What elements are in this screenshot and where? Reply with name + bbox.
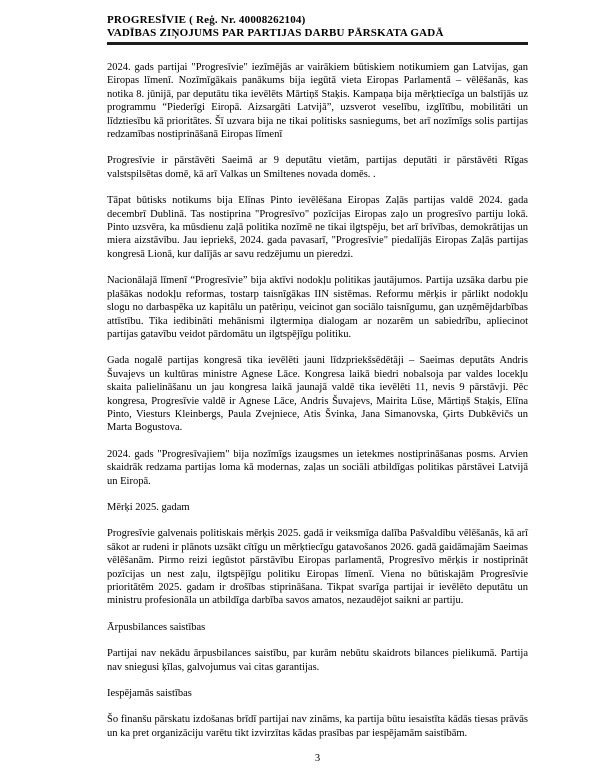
report-title: PROGRESĪVIE ( Reģ. Nr. 40008262104) [107,14,306,26]
report-paragraph: 2024. gads "Progresīvajiem" bija nozīmīgs izaugsmes un ietekmes nostiprināšanas posms. Arvien skaidrāk redzama partijas loma kā modernas, zaļas un sociāli atbildīgas politikas pārstāvei Latvijā un Eiropā. [107,448,528,487]
report-paragraph: Gada nogalē partijas kongresā tika ievēlēti jauni līdzpriekšsēdētāji – Saeimas deputāts Andris Šuvajevs un kultūras ministre Agnese Lāce. Kongresa laikā biedri nobalsoja par valdes locekļu skaita palielināšanu un jau kongresa laikā jaunajā valdē tika ievēlēti 11, nevis 9 pārstāvji. Pēc kongresa, Progresīvie valdē ir Agnese Lāce, Andris Šuvajevs, Mairita Lūse, Mārtiņš Staķis, Elīna Pinto, Viesturs Kleinbergs, Paula Zvejniece, Atis Švinka, Jana Simanovska, Ģirts Dubkēvičs un Marta Bogustova. [107,355,528,434]
section-heading-goals-2025: Mērķi 2025. gadam [107,501,190,513]
report-paragraph: Šo finanšu pārskatu izdošanas brīdī partijai nav zināms, ka partija būtu iesaistīta kādās tiesas prāvās un ka pret organizāciju varētu tikt izvirzītas kādas prasības par iespējamām saistībām. [107,714,528,739]
report-paragraph: Tāpat būtisks notikums bija Elīnas Pinto ievēlēšana Eiropas Zaļās partijas valdē 2024. gada decembrī Dublinā. Tas nostiprina "Progresīvo" pozīcijas Eiropas zaļo un progresīvo partiju lokā. Pinto uzsvēra, ka mūsdienu zaļā politika nozīmē ne tikai ilgtspēju, bet arī brīvības, demokrātijas un miera aizstāvību. Jau iepriekš, 2024. gada pavasarī, "Progresīvie" piedalījās Eiropas Zaļās partijas kongresā Lionā, kur dalījās ar savu redzējumu un pieredzi. [107,195,528,260]
section-heading-off-balance-liabilities: Ārpusbilances saistības [107,621,206,633]
report-paragraph: Nacionālajā līmenī “Progresīvie” bija aktīvi nodokļu politikas jautājumos. Partija uzsāka darbu pie plašākas nodokļu reformas, tostarp taisnīgākas IIN sistēmas. Reformu mērķis ir pārlikt nodokļu slogu no darbaspēka uz kapitālu un patēriņu, veicinot gan sociālo taisnīgumu, gan uzņēmējdarbības attīstību. Tika iedibināti mehānismi ilgtermiņa dialogam ar nozarēm un sabiedrību, apliecinot partijas gatavību veidot pārdomātu un ilgtspējīgu politiku. [107,275,528,340]
document-page [107,14,528,764]
page-number: 3 [314,753,321,765]
report-paragraph: 2024. gads partijai "Progresīvie" iezīmējās ar vairākiem būtiskiem notikumiem gan Latvijas, gan Eiropas līmenī. Nozīmīgākais panākums bija iegūtā vieta Eiropas Parlamentā – vēlēšanās, kas notika 8. jūnijā, par deputātu tika ievēlēts Mārtiņš Staķis. Kampaņa bija mērķtiecīga un balstījās uz programmu “Piederīgi Eiropā. Aizsargāti Latvijā”, uzsverot veselību, izglītību, mobilitāti un līdztiesību kā prioritātes. Šī uzvara bija ne tikai politisks sasniegums, bet arī nozīmīgs solis partijas redzamības nostiprināšanā Eiropas līmenī [107,62,528,141]
report-subtitle: VADĪBAS ZIŅOJUMS PAR PARTIJAS DARBU PĀRSKATA GADĀ [107,27,444,39]
report-paragraph: Progresīvie ir pārstāvēti Saeimā ar 9 deputātu vietām, partijas deputāti ir pārstāvēti Rīgas valstspilsētas domē, kā arī Valkas un Smiltenes novada domēs. . [107,155,528,180]
report-paragraph: Progresīvie galvenais politiskais mērķis 2025. gadā ir veiksmīga dalība Pašvaldību vēlēšanās, kā arī sākot ar rudeni ir plānots uzsākt cītīgu un mērķtiecīgu gatavošanos 2026. gadā gaidāmajām Saeimas vēlēšanām. Pirmo reizi iegūstot pārstāvību Eiropas parlamentā, Progresīvo mērķis ir nostiprināt pozīcijas un nest zaļu, ilgtspējīgu politiku Eiropas līmenī. Viena no būtiskajām Progresīvie prioritātēm 2025. gadam ir drošības stiprināšana. Tikpat svarīga partijai ir ievēlēto deputātu un ministru profesionāla un atbildīga darbība savos amatos, nezaudējot saikni ar partiju. [107,528,528,607]
section-heading-contingent-liabilities: Iespējamās saistības [107,688,192,700]
report-paragraph: Partijai nav nekādu ārpusbilances saistību, par kurām nebūtu skaidrots bilances pielikumā. Partija nav sniegusi ķīlas, galvojumus vai citas garantijas. [107,648,528,673]
document-header [107,14,528,45]
